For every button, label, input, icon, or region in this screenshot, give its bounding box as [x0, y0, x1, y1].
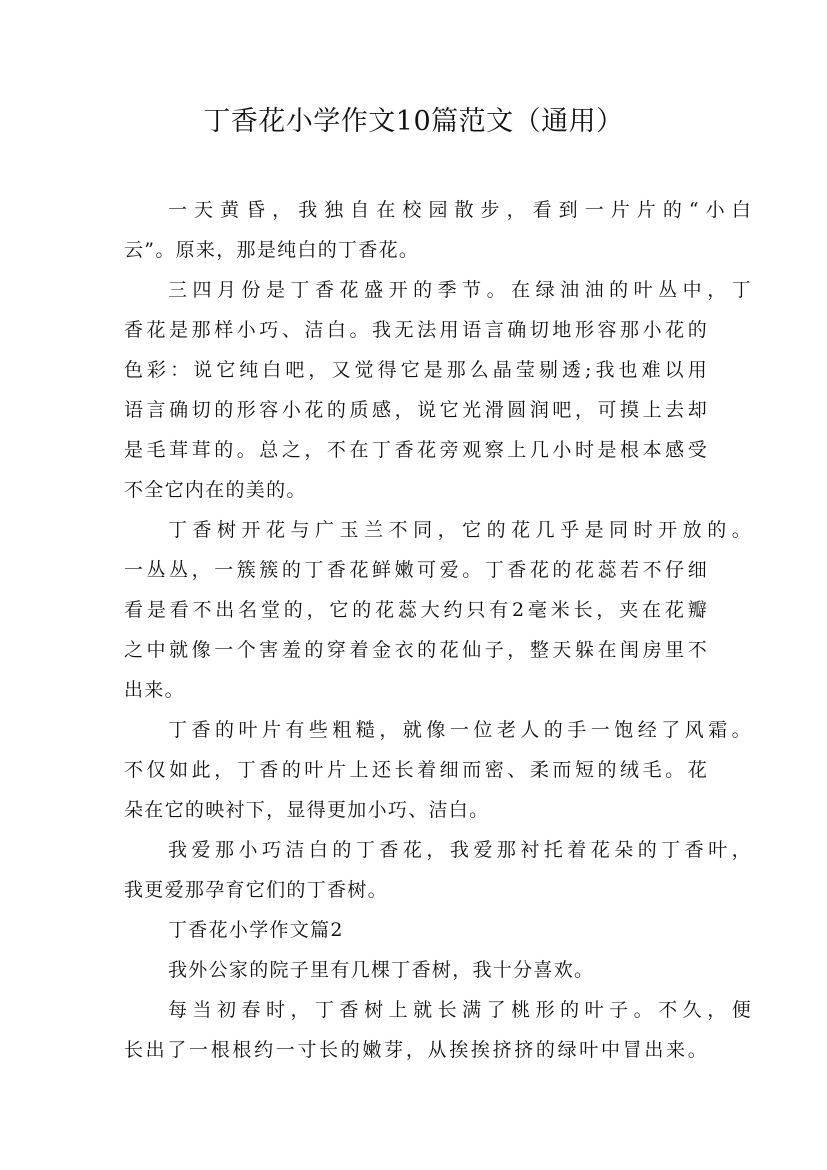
- text-line: 我外公家的院子里有几棵丁香树，我十分喜欢。: [168, 959, 595, 981]
- text-line: 出来。: [124, 679, 185, 701]
- text-line: 是毛茸茸的。总之，不在丁香花旁观察上几小时是根本感受: [124, 439, 708, 461]
- text-line: 我更爱那孕育它们的丁香树。: [124, 879, 388, 901]
- text-line: 看是看不出名堂的，它的花蕊大约只有2毫米长，夹在花瓣: [124, 599, 708, 621]
- text-line: 一丛丛，一簇簇的丁香花鲜嫩可爱。丁香花的花蕊若不仔细: [124, 559, 708, 581]
- text-line: 长出了一根根约一寸长的嫩芽，从挨挨挤挤的绿叶中冒出来。: [124, 1039, 708, 1061]
- text-line: 丁香树开花与广玉兰不同，它的花几乎是同时开放的。: [168, 519, 752, 541]
- text-line: 丁香的叶片有些粗糙，就像一位老人的手一饱经了风霜。: [168, 719, 752, 741]
- page-title: 丁香花小学作文10篇范文（通用）: [203, 106, 624, 137]
- text-line: 我爱那小巧洁白的丁香花，我爱那衬托着花朵的丁香叶，: [168, 839, 752, 861]
- text-line: 不仅如此，丁香的叶片上还长着细而密、柔而短的绒毛。花: [124, 759, 708, 781]
- text-line: 语言确切的形容小花的质感，说它光滑圆润吧，可摸上去却: [124, 399, 708, 421]
- text-line: 不全它内在的美的。: [124, 479, 307, 501]
- text-line: 朵在它的映衬下，显得更加小巧、洁白。: [124, 799, 490, 821]
- text-line: 一天黄昏，我独自在校园散步，看到一片片的“小白: [168, 199, 752, 221]
- text-line: 香花是那样小巧、洁白。我无法用语言确切地形容那小花的: [124, 319, 708, 341]
- text-line: 云”。原来，那是纯白的丁香花。: [124, 239, 420, 261]
- section-heading: 丁香花小学作文篇2: [168, 919, 344, 941]
- text-line: 每当初春时，丁香树上就长满了桃形的叶子。不久，便: [168, 999, 752, 1021]
- text-line: 之中就像一个害羞的穿着金衣的花仙子，整天躲在闺房里不: [124, 639, 708, 661]
- text-line: 三四月份是丁香花盛开的季节。在绿油油的叶丛中，丁: [168, 279, 752, 301]
- text-line: 色彩：说它纯白吧，又觉得它是那么晶莹剔透;我也难以用: [124, 359, 708, 381]
